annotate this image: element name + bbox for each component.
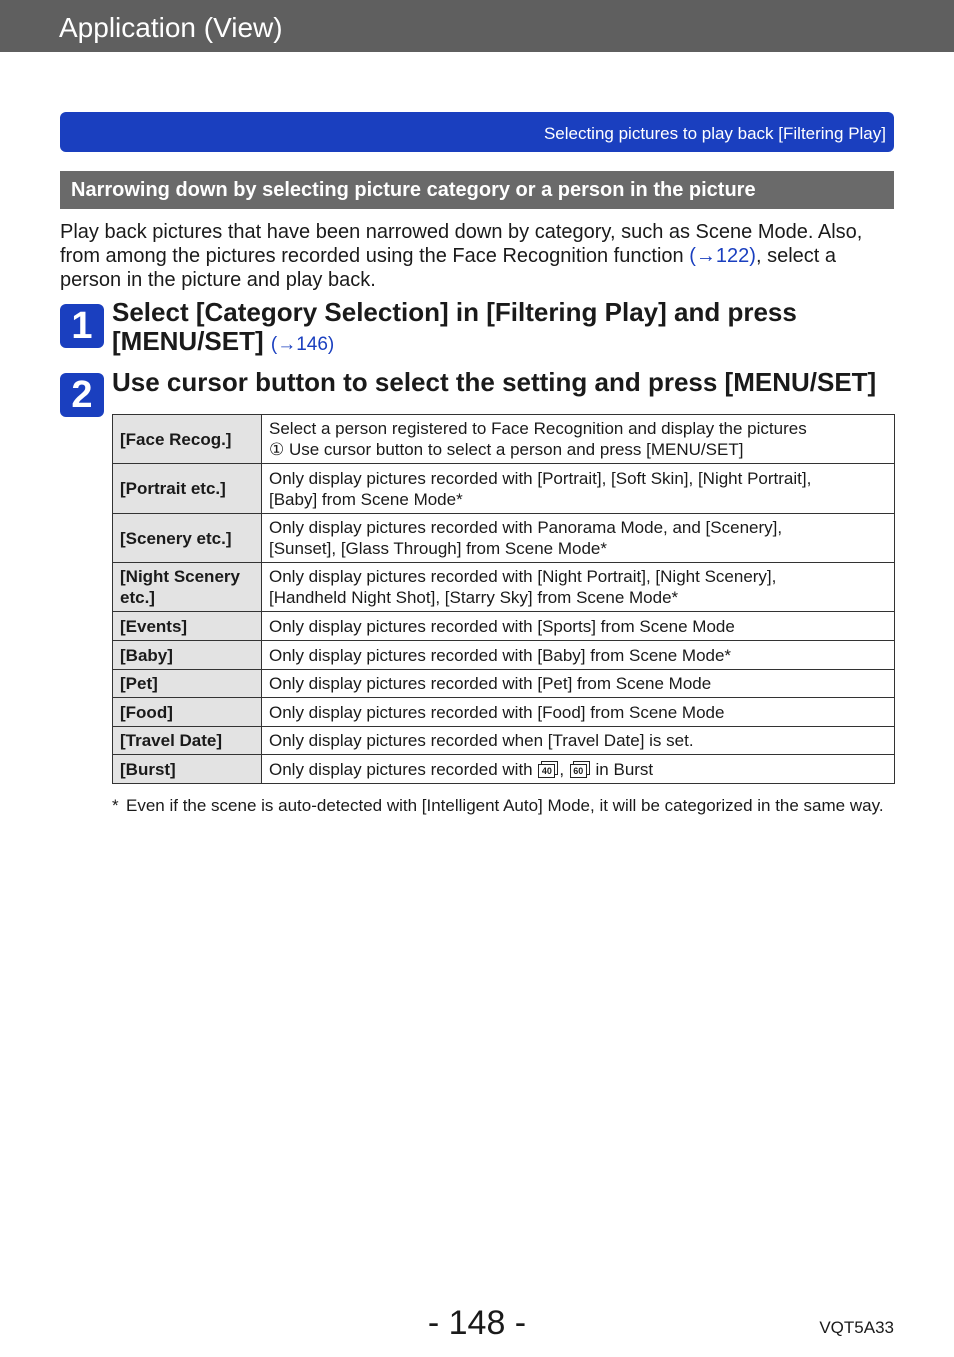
option-key: [Portrait etc.] <box>113 464 262 514</box>
step-1-text <box>112 298 892 359</box>
document-code: VQT5A33 <box>819 1318 894 1337</box>
footnote-text: Even if the scene is auto-detected with [Intelligent Auto] Mode, it will be categorized in the same way. <box>126 796 884 815</box>
option-description <box>262 514 895 563</box>
table-row <box>113 514 895 563</box>
intro-page-link[interactable]: (→122) <box>689 245 756 267</box>
option-key: [Night Scenery etc.] <box>113 563 262 612</box>
option-key: [Events] <box>113 612 262 641</box>
intro-text-1: Play back pictures that have been narrowed down by category, such as Scene Mode. Also, from among the pictures recorded using the Face Recognition function <box>60 221 863 267</box>
section-heading-bar <box>60 171 894 209</box>
option-key: [Food] <box>113 698 262 727</box>
table-row <box>113 641 895 670</box>
step-2-badge: 2 <box>60 373 104 417</box>
table-row <box>113 563 895 612</box>
table-row <box>113 727 895 755</box>
table-row <box>113 612 895 641</box>
description-line-2: ① Use cursor button to select a person and press [MENU/SET] <box>269 440 744 459</box>
table-row <box>113 755 895 784</box>
option-description <box>262 563 895 612</box>
option-description: Only display pictures recorded with [Baby] from Scene Mode* <box>262 641 895 670</box>
burst-separator: , <box>559 759 569 779</box>
top-header-bar <box>0 0 954 52</box>
option-description <box>262 464 895 514</box>
footnote-marker: * <box>112 796 119 815</box>
description-line-2: [Baby] from Scene Mode* <box>269 489 463 509</box>
option-description <box>262 755 895 784</box>
burst-40-icon <box>538 761 558 778</box>
option-key: [Pet] <box>113 670 262 698</box>
breadcrumb: Selecting pictures to play back [Filtering Play] <box>543 124 886 143</box>
step-1-label: Select [Category Selection] in [Filtering Play] and press [MENU/SET] <box>112 297 797 356</box>
burst-60-label: 60 <box>570 764 587 778</box>
step-2-text: Use cursor button to select the setting and press [MENU/SET] <box>112 367 877 397</box>
description-line-1: Only display pictures recorded with [Portrait], [Soft Skin], [Night Portrait], <box>269 468 812 488</box>
burst-60-icon <box>570 761 590 778</box>
breadcrumb-bar <box>60 112 894 152</box>
description-line-2: [Handheld Night Shot], [Starry Sky] from Scene Mode* <box>269 588 679 607</box>
table-row <box>113 415 895 464</box>
option-key: [Burst] <box>113 755 262 784</box>
page-number: - 148 - <box>427 1304 527 1342</box>
category-options-table <box>112 414 895 784</box>
option-description: Only display pictures recorded when [Travel Date] is set. <box>262 727 895 755</box>
description-line-1: Only display pictures recorded with [Night Portrait], [Night Scenery], <box>269 567 777 586</box>
description-line-1: Only display pictures recorded with Panorama Mode, and [Scenery], <box>269 518 783 537</box>
description-line-1: Select a person registered to Face Recognition and display the pictures <box>269 419 807 438</box>
option-description: Only display pictures recorded with [Sports] from Scene Mode <box>262 612 895 641</box>
option-key: [Baby] <box>113 641 262 670</box>
option-key: [Travel Date] <box>113 727 262 755</box>
burst-40-label: 40 <box>538 764 555 778</box>
table-row <box>113 464 895 514</box>
table-row <box>113 698 895 727</box>
intro-paragraph <box>60 220 900 292</box>
description-line-2: [Sunset], [Glass Through] from Scene Mode* <box>269 539 607 558</box>
burst-text-post: in Burst <box>590 759 654 779</box>
section-title: Narrowing down by selecting picture category or a person in the picture <box>71 179 756 201</box>
option-description <box>262 415 895 464</box>
step-1-page-link[interactable]: (→146) <box>270 334 335 355</box>
intro-text-2: , select a person in the picture and play back. <box>60 245 836 291</box>
footnote <box>112 795 892 816</box>
option-description: Only display pictures recorded with [Pet] from Scene Mode <box>262 670 895 698</box>
burst-text-pre: Only display pictures recorded with <box>269 759 538 779</box>
step-1-badge: 1 <box>60 304 104 348</box>
option-key: [Face Recog.] <box>113 415 262 464</box>
table-row <box>113 670 895 698</box>
header-title: Application (View) <box>59 12 283 43</box>
option-description: Only display pictures recorded with [Food] from Scene Mode <box>262 698 895 727</box>
option-key: [Scenery etc.] <box>113 514 262 563</box>
